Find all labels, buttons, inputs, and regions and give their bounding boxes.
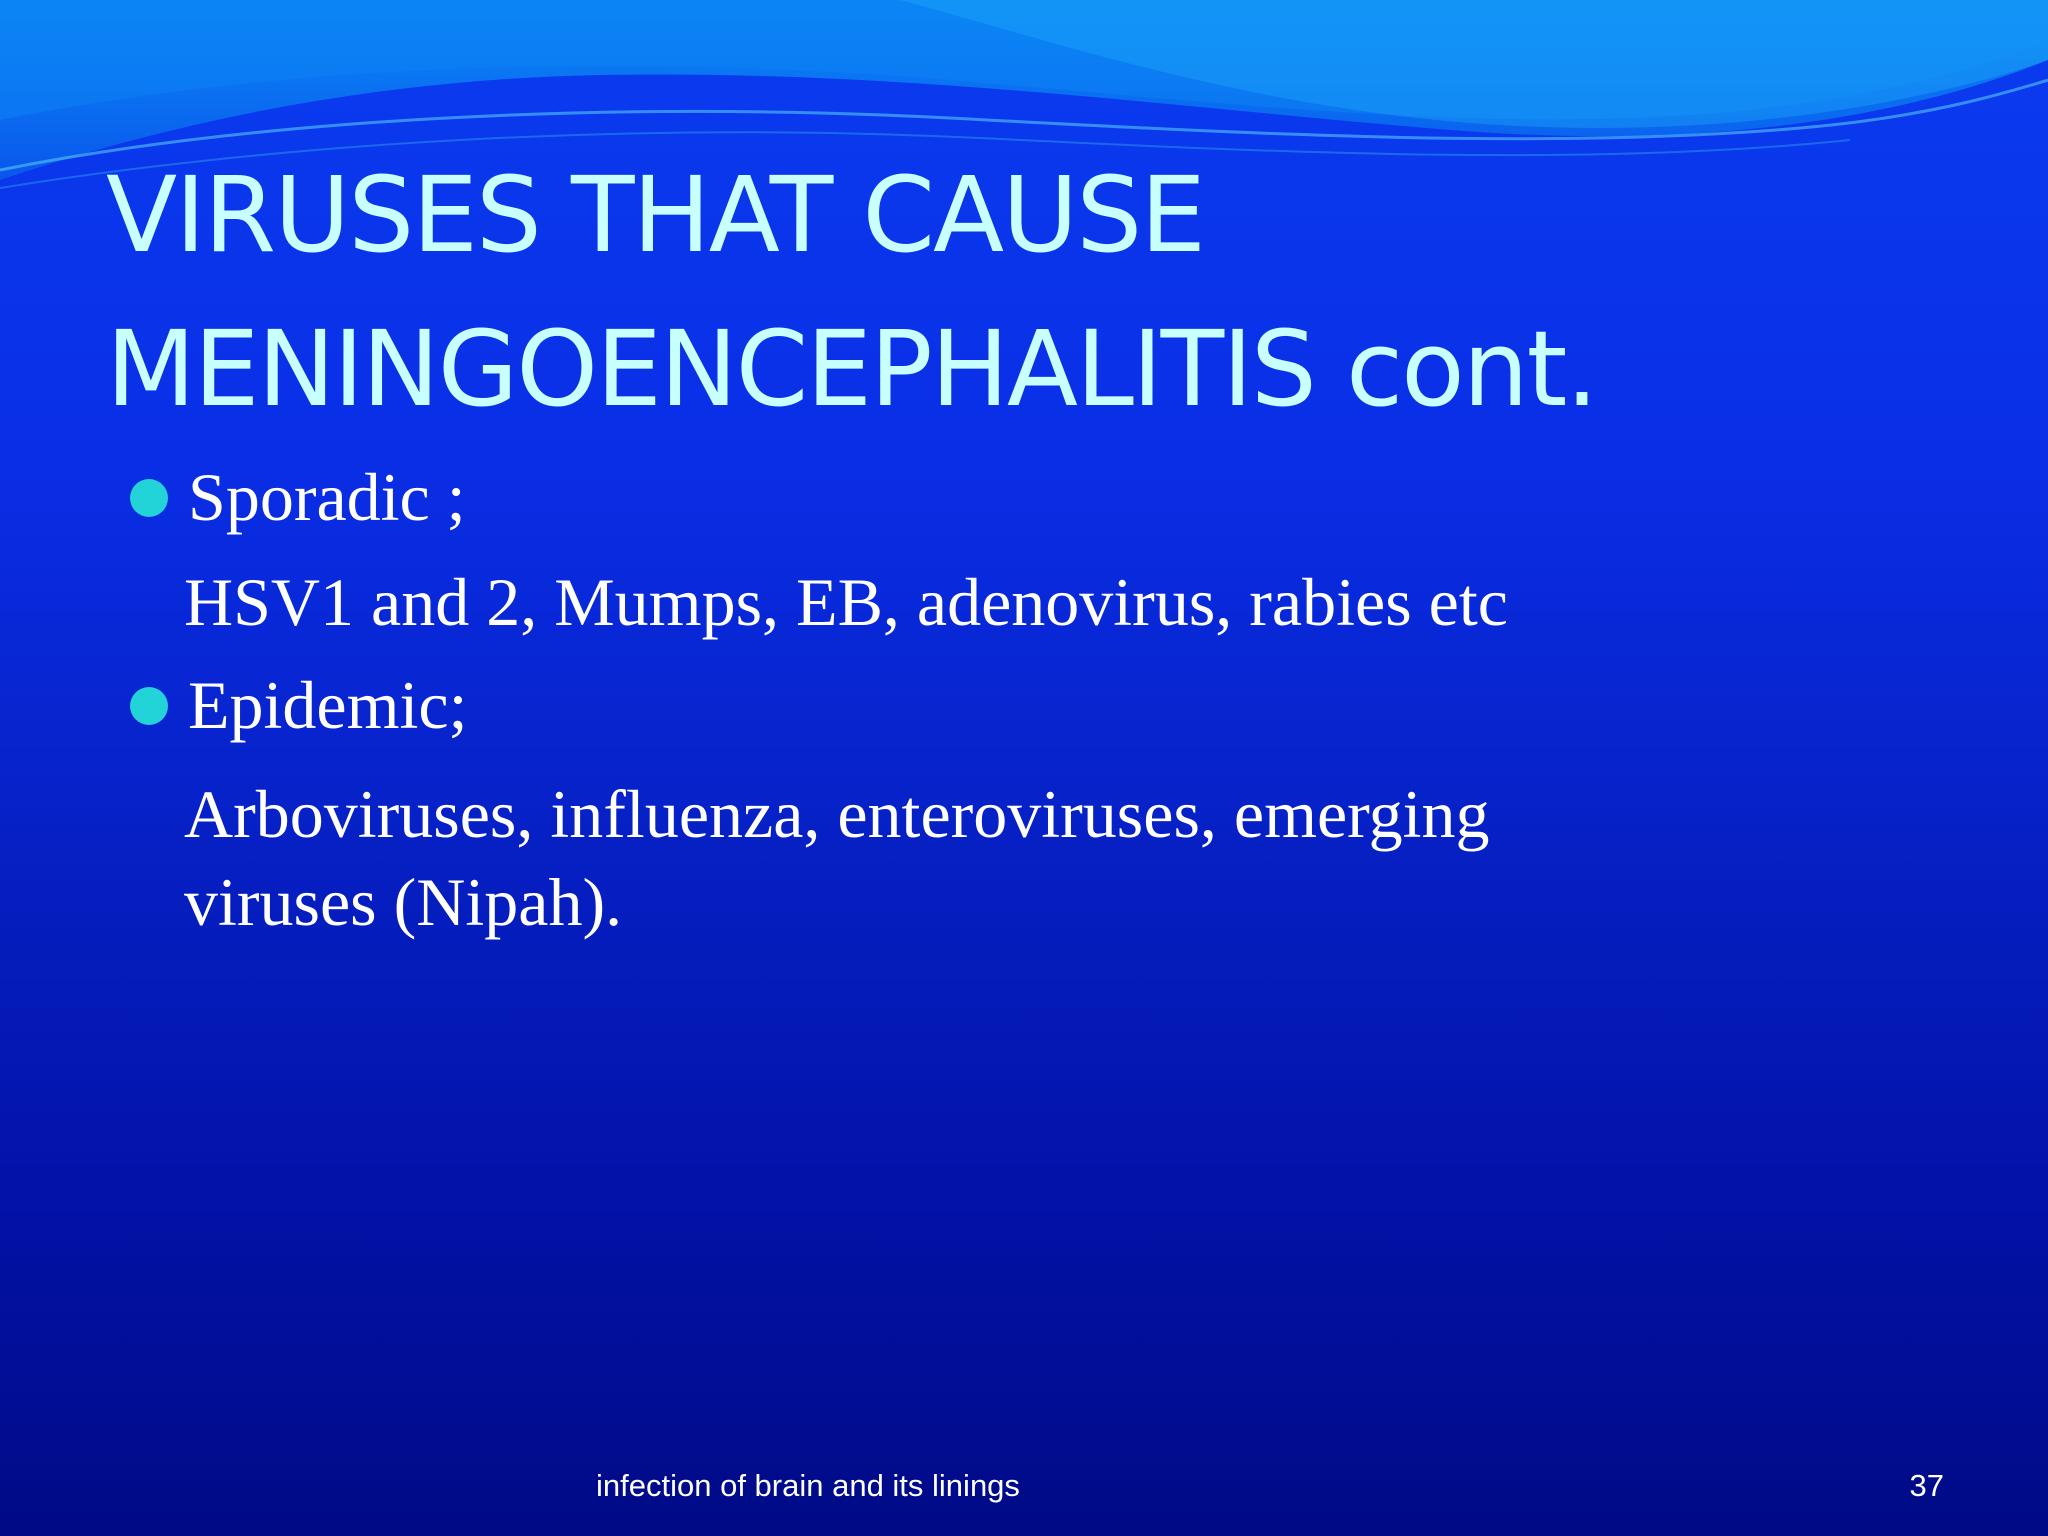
bullet-detail: viruses (Nipah). [184,864,623,940]
bullet-detail: HSV1 and 2, Mumps, EB, adenovirus, rabies etc [184,564,1508,640]
slide-title [106,138,1966,446]
bullet-item-epidemic [130,666,467,745]
title-line-2: MENINGOENCEPHALITIS cont. [106,308,1597,430]
bullet-item-sporadic [130,458,466,537]
bullet-label: Sporadic ; [188,459,466,535]
title-line-1: VIRUSES THAT CAUSE [106,154,1204,276]
bullet-detail: Arboviruses, influenza, enteroviruses, emerging [184,776,1490,852]
bullet-label: Epidemic; [188,667,468,743]
page-number: 37 [1909,1468,1944,1503]
bullet-dot-icon [130,479,168,517]
slide-footer: infection of brain and its linings [596,1468,1020,1503]
bullet-dot-icon [130,687,168,725]
